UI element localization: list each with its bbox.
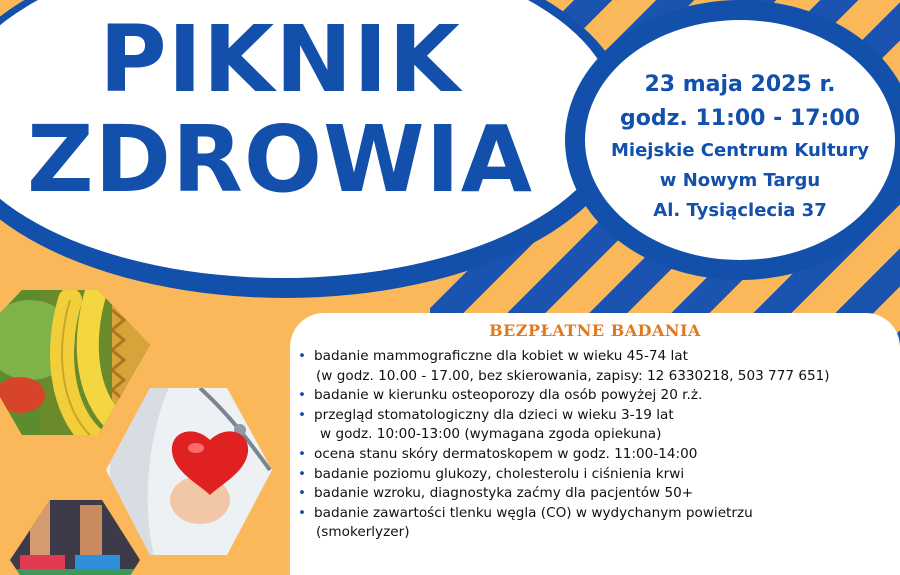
exams-heading: BEZPŁATNE BADANIA [489, 321, 701, 340]
venue-line-2: w Nowym Targu [659, 170, 821, 191]
exam-item: • ocena stanu skóry dermatoskopem w godz. 11:00-14:00 [298, 445, 893, 465]
exams-list [298, 347, 893, 543]
venue-address: Al. Tysiąclecia 37 [653, 200, 827, 221]
exam-item: • przegląd stomatologiczny dla dzieci w wieku 3-19 lat [298, 406, 893, 426]
exam-item-continuation: (w godz. 10.00 - 17.00, bez skierowania, zapisy: 12 6330218, 503 777 651) [316, 367, 830, 384]
doctor-holding-heart-icon [100, 385, 280, 560]
exam-item: • badanie poziomu glukozy, cholesterolu i ciśnienia krwi [298, 465, 893, 485]
exams-panel [290, 313, 900, 575]
exam-item: • badanie mammograficzne dla kobiet w wieku 45-74 lat [298, 347, 893, 367]
event-date: 23 maja 2025 r. [644, 72, 836, 97]
title-line-1: PIKNIK [99, 6, 461, 113]
exam-item: • badanie zawartości tlenku węgla (CO) w wydychanym powietrzu [298, 504, 893, 524]
exam-item: • badanie wzroku, diagnostyka zaćmy dla pacjentów 50+ [298, 484, 893, 504]
venue-line-1: Miejskie Centrum Kultury [611, 140, 869, 161]
poster-title [0, 6, 560, 213]
title-line-2: ZDROWIA [26, 106, 534, 213]
exam-item-continuation: (smokerlyzer) [316, 524, 410, 541]
event-info [595, 68, 885, 226]
exam-item-continuation: w godz. 10:00-13:00 (wymagana zgoda opiekuna) [320, 426, 662, 443]
event-hours: godz. 11:00 - 17:00 [620, 106, 860, 131]
exam-item: • badanie w kierunku osteoporozy dla osób powyżej 20 r.ż. [298, 386, 893, 406]
